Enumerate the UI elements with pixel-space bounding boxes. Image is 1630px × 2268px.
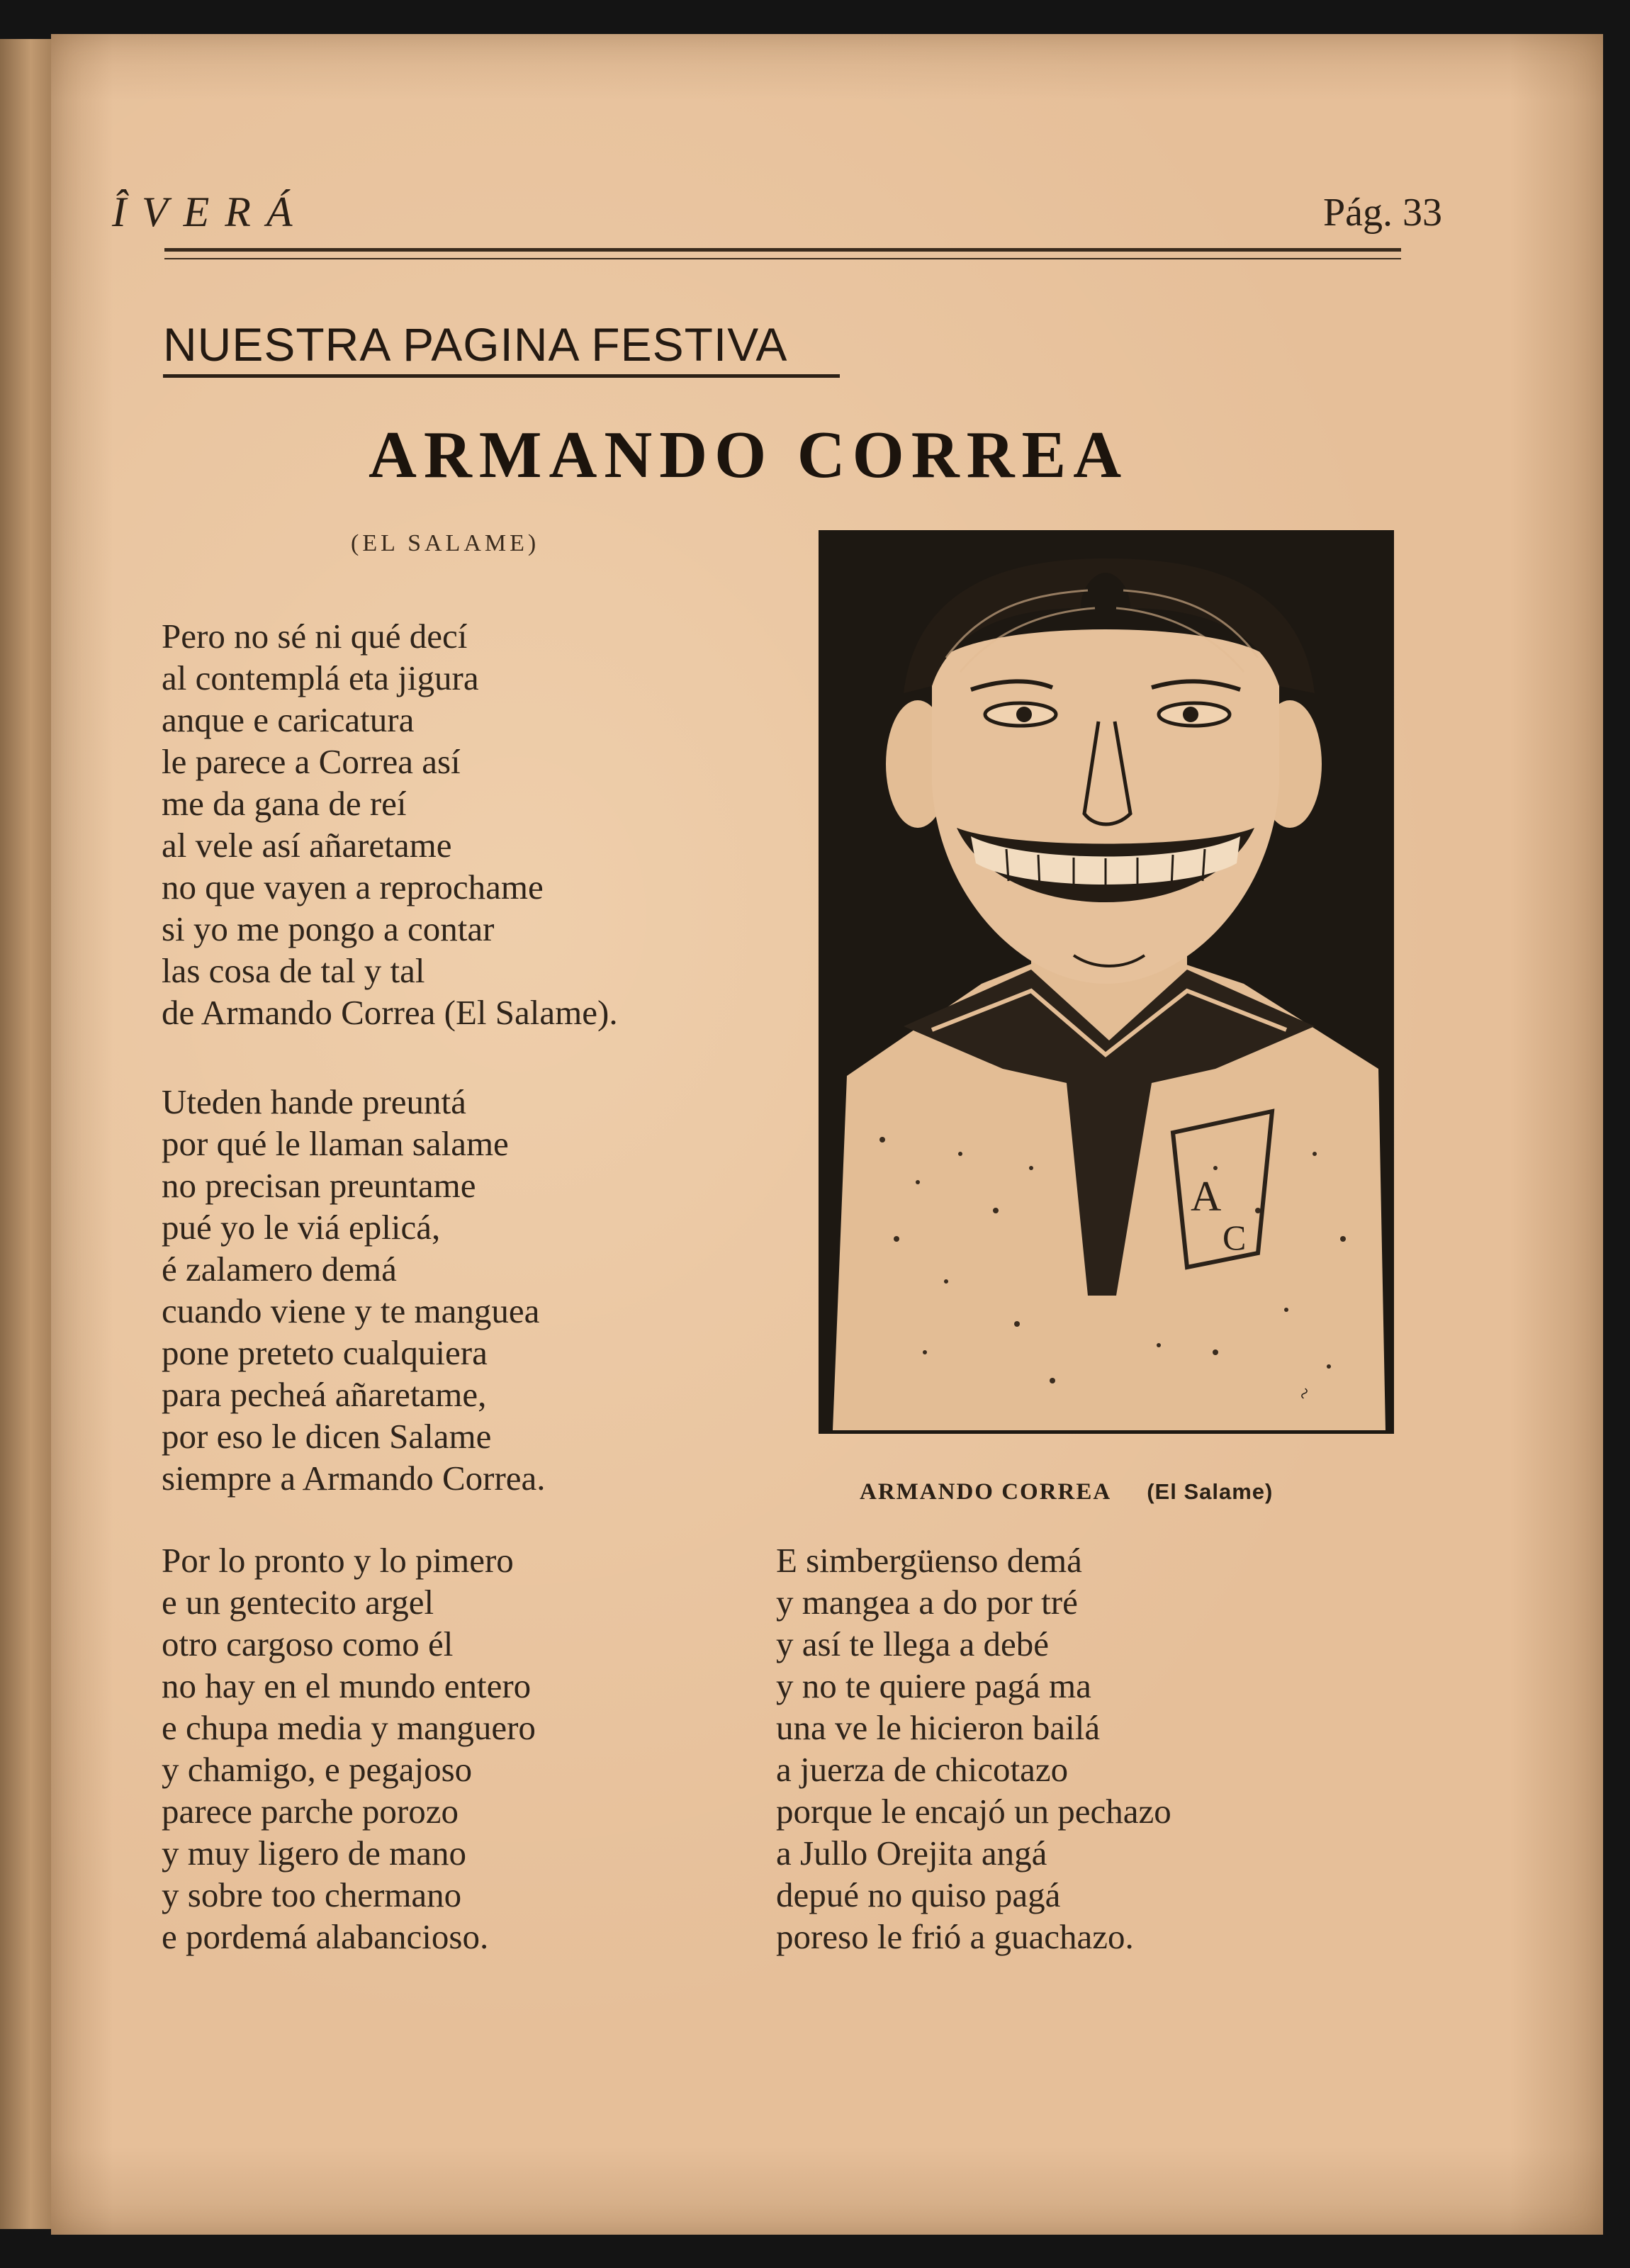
verse-line: pué yo le viá eplicá, bbox=[162, 1208, 441, 1247]
badge-letter-a: A bbox=[1191, 1173, 1222, 1220]
verse-line: pone preteto cualquiera bbox=[162, 1333, 488, 1372]
verse-line: por eso le dicen Salame bbox=[162, 1417, 492, 1456]
caricature-drawing bbox=[819, 530, 1394, 1434]
verse-line: me da gana de reí bbox=[162, 784, 407, 823]
illustration-caption bbox=[860, 1479, 1273, 1505]
verse-line: no que vayen a reprochame bbox=[162, 868, 544, 906]
verse-line: e un gentecito argel bbox=[162, 1583, 434, 1622]
verse-line: poreso le frió a guachazo. bbox=[776, 1917, 1134, 1956]
verse-line: a Jullo Orejita angá bbox=[776, 1834, 1047, 1873]
caption-nickname: (El Salame) bbox=[1147, 1479, 1274, 1504]
stanza-1 bbox=[162, 615, 618, 1033]
verse-line: y mangea a do por tré bbox=[776, 1583, 1078, 1622]
verse-line: al vele así añaretame bbox=[162, 826, 452, 865]
verse-line: y no te quiere pagá ma bbox=[776, 1666, 1091, 1705]
verse-line: a juerza de chicotazo bbox=[776, 1750, 1069, 1789]
caption-name: ARMANDO CORREA bbox=[860, 1479, 1112, 1505]
verse-line: por qué le llaman salame bbox=[162, 1124, 509, 1163]
verse-line: le parece a Correa así bbox=[162, 742, 461, 781]
verse-line: siempre a Armando Correa. bbox=[162, 1459, 546, 1498]
verse-line: y sobre too chermano bbox=[162, 1875, 462, 1914]
verse-line: depué no quiso pagá bbox=[776, 1875, 1061, 1914]
stanza-3 bbox=[162, 1539, 536, 1958]
article-subtitle: (EL SALAME) bbox=[351, 530, 540, 556]
verse-line: una ve le hicieron bailá bbox=[776, 1708, 1101, 1747]
verse-line: las cosa de tal y tal bbox=[162, 951, 425, 990]
svg-text:~: ~ bbox=[1291, 1382, 1318, 1405]
verse-line: y muy ligero de mano bbox=[162, 1834, 467, 1873]
verse-line: otro cargoso como él bbox=[162, 1624, 454, 1663]
verse-line: de Armando Correa (El Salame). bbox=[162, 993, 618, 1032]
verse-line: Por lo pronto y lo pimero bbox=[162, 1541, 514, 1580]
verse-line: no hay en el mundo entero bbox=[162, 1666, 532, 1705]
verse-line: si yo me pongo a contar bbox=[162, 909, 495, 948]
verse-line: E simbergüenso demá bbox=[776, 1541, 1082, 1580]
verse-line: porque le encajó un pechazo bbox=[776, 1792, 1171, 1831]
verse-line: y chamigo, e pegajoso bbox=[162, 1750, 473, 1789]
verse-line: Uteden hande preuntá bbox=[162, 1082, 466, 1121]
verse-line: al contemplá eta jigura bbox=[162, 658, 479, 697]
header-rule bbox=[164, 248, 1401, 252]
verse-line: anque e caricatura bbox=[162, 700, 415, 739]
stanza-4 bbox=[776, 1539, 1171, 1958]
verse-line: Pero no sé ni qué decí bbox=[162, 617, 468, 656]
section-title: NUESTRA PAGINA FESTIVA bbox=[163, 318, 788, 371]
section-underline bbox=[163, 374, 840, 378]
verse-line: para pecheá añaretame, bbox=[162, 1375, 487, 1414]
header-rule-thin bbox=[164, 258, 1401, 259]
caricature-illustration bbox=[819, 530, 1394, 1434]
page-number: Pág. 33 bbox=[1323, 191, 1442, 235]
badge-letter-c: C bbox=[1222, 1218, 1247, 1257]
verse-line: cuando viene y te manguea bbox=[162, 1291, 540, 1330]
verse-line: parece parche porozo bbox=[162, 1792, 459, 1831]
verse-line: é zalamero demá bbox=[162, 1250, 397, 1289]
verse-line: no precisan preuntame bbox=[162, 1166, 476, 1205]
previous-page-edge bbox=[0, 39, 51, 2229]
verse-line: e pordemá alabancioso. bbox=[162, 1917, 489, 1956]
verse-line: y así te llega a debé bbox=[776, 1624, 1050, 1663]
article-title: ARMANDO CORREA bbox=[369, 418, 1129, 492]
stanza-2 bbox=[162, 1081, 546, 1499]
verse-line: e chupa media y manguero bbox=[162, 1708, 536, 1747]
magazine-title: ÎVERÁ bbox=[112, 189, 308, 235]
